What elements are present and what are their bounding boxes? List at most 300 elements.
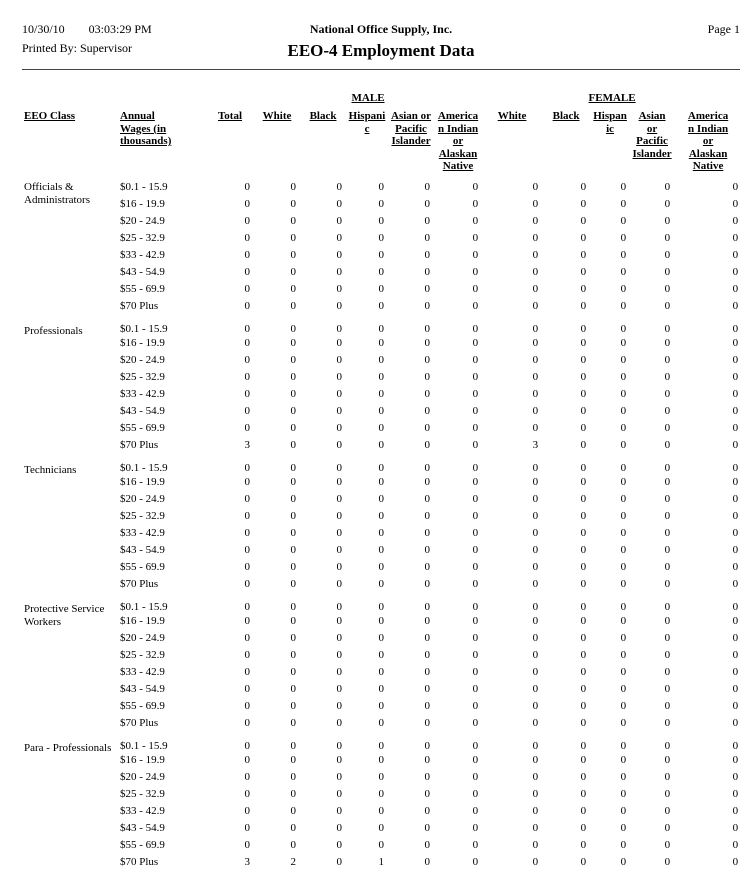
value-cell: 0 bbox=[664, 805, 671, 817]
value-cell: 0 bbox=[580, 822, 587, 834]
wage-band-cell: $20 - 24.9 bbox=[120, 771, 165, 783]
value-cell: 0 bbox=[620, 232, 627, 244]
value-cell: 0 bbox=[424, 754, 431, 766]
value-cell: 0 bbox=[620, 544, 627, 556]
value-cell: 0 bbox=[620, 493, 627, 505]
col-female-american-indian-alaskan: American Indian or Alaskan Native bbox=[687, 110, 729, 172]
value-cell: 0 bbox=[424, 215, 431, 227]
table-row bbox=[22, 559, 742, 576]
value-cell: 0 bbox=[664, 683, 671, 695]
value-cell: 0 bbox=[580, 181, 587, 193]
value-cell: 0 bbox=[532, 717, 539, 729]
value-cell: 0 bbox=[532, 739, 539, 752]
value-cell: 0 bbox=[244, 354, 251, 366]
value-cell: 0 bbox=[244, 700, 251, 712]
value-cell: 0 bbox=[472, 198, 479, 210]
value-cell: 0 bbox=[378, 578, 385, 590]
wage-band-cell: $55 - 69.9 bbox=[120, 283, 165, 295]
value-cell: 0 bbox=[732, 337, 739, 349]
value-cell: 0 bbox=[472, 822, 479, 834]
value-cell: 0 bbox=[336, 771, 343, 783]
value-cell: 0 bbox=[472, 632, 479, 644]
value-cell: 0 bbox=[620, 700, 627, 712]
value-cell: 0 bbox=[580, 754, 587, 766]
value-cell: 0 bbox=[472, 354, 479, 366]
value-cell: 0 bbox=[378, 771, 385, 783]
table-row bbox=[22, 786, 742, 803]
value-cell: 0 bbox=[290, 493, 297, 505]
value-cell: 0 bbox=[620, 322, 627, 335]
value-cell: 0 bbox=[532, 805, 539, 817]
table-row bbox=[22, 474, 742, 491]
value-cell: 0 bbox=[244, 805, 251, 817]
value-cell: 0 bbox=[424, 856, 431, 868]
value-cell: 0 bbox=[580, 422, 587, 434]
value-cell: 0 bbox=[472, 337, 479, 349]
value-cell: 0 bbox=[336, 527, 343, 539]
gender-header-row bbox=[22, 92, 742, 110]
value-cell: 0 bbox=[378, 805, 385, 817]
value-cell: 0 bbox=[336, 544, 343, 556]
value-cell: 0 bbox=[472, 527, 479, 539]
female-group-header: FEMALE bbox=[588, 92, 636, 104]
value-cell: 0 bbox=[580, 839, 587, 851]
value-cell: 0 bbox=[378, 666, 385, 678]
value-cell: 0 bbox=[532, 322, 539, 335]
value-cell: 0 bbox=[472, 839, 479, 851]
value-cell: 0 bbox=[664, 822, 671, 834]
value-cell: 0 bbox=[580, 632, 587, 644]
value-cell: 0 bbox=[244, 249, 251, 261]
value-cell: 0 bbox=[664, 771, 671, 783]
value-cell: 0 bbox=[244, 527, 251, 539]
wage-band-cell: $0.1 - 15.9 bbox=[120, 600, 168, 613]
value-cell: 0 bbox=[532, 527, 539, 539]
value-cell: 0 bbox=[664, 354, 671, 366]
value-cell: 0 bbox=[290, 822, 297, 834]
value-cell: 0 bbox=[580, 717, 587, 729]
table-row bbox=[22, 769, 742, 786]
value-cell: 0 bbox=[620, 683, 627, 695]
value-cell: 0 bbox=[336, 666, 343, 678]
value-cell: 0 bbox=[732, 476, 739, 488]
value-cell: 0 bbox=[424, 422, 431, 434]
table-row bbox=[22, 576, 742, 593]
value-cell: 0 bbox=[664, 322, 671, 335]
value-cell: 0 bbox=[664, 300, 671, 312]
print-date: 10/30/10 bbox=[22, 22, 65, 36]
value-cell: 0 bbox=[732, 771, 739, 783]
value-cell: 0 bbox=[664, 510, 671, 522]
col-annual-wages: Annual Wages (in thousands) bbox=[120, 110, 172, 147]
value-cell: 0 bbox=[424, 700, 431, 712]
table-row bbox=[22, 179, 742, 196]
value-cell: 0 bbox=[532, 666, 539, 678]
value-cell: 0 bbox=[664, 249, 671, 261]
value-cell: 0 bbox=[424, 578, 431, 590]
value-cell: 0 bbox=[532, 544, 539, 556]
value-cell: 0 bbox=[424, 300, 431, 312]
value-cell: 0 bbox=[472, 249, 479, 261]
value-cell: 3 bbox=[244, 856, 251, 868]
table-row bbox=[22, 508, 742, 525]
value-cell: 0 bbox=[424, 739, 431, 752]
value-cell: 0 bbox=[620, 771, 627, 783]
value-cell: 0 bbox=[244, 544, 251, 556]
value-cell: 0 bbox=[336, 805, 343, 817]
col-male-american-indian-alaskan: American Indian or Alaskan Native bbox=[437, 110, 479, 172]
value-cell: 0 bbox=[580, 283, 587, 295]
value-cell: 0 bbox=[290, 527, 297, 539]
value-cell: 0 bbox=[580, 215, 587, 227]
value-cell: 0 bbox=[336, 493, 343, 505]
value-cell: 0 bbox=[472, 461, 479, 474]
value-cell: 0 bbox=[732, 371, 739, 383]
value-cell: 0 bbox=[472, 561, 479, 573]
value-cell: 0 bbox=[472, 493, 479, 505]
eeo-class-cell: Technicians bbox=[24, 463, 77, 476]
value-cell: 0 bbox=[244, 739, 251, 752]
value-cell: 0 bbox=[580, 527, 587, 539]
table-row bbox=[22, 820, 742, 837]
value-cell: 0 bbox=[664, 561, 671, 573]
value-cell: 0 bbox=[424, 371, 431, 383]
value-cell: 0 bbox=[732, 600, 739, 613]
value-cell: 0 bbox=[580, 666, 587, 678]
value-cell: 0 bbox=[378, 739, 385, 752]
value-cell: 0 bbox=[472, 700, 479, 712]
col-female-asian-pacific-islander: Asian or Pacific Islander bbox=[632, 110, 672, 160]
value-cell: 0 bbox=[664, 266, 671, 278]
value-cell: 0 bbox=[472, 510, 479, 522]
value-cell: 0 bbox=[472, 232, 479, 244]
value-cell: 0 bbox=[732, 683, 739, 695]
value-cell: 0 bbox=[732, 561, 739, 573]
value-cell: 0 bbox=[664, 232, 671, 244]
col-female-hispanic: Hispanic bbox=[593, 110, 627, 135]
value-cell: 0 bbox=[732, 527, 739, 539]
value-cell: 0 bbox=[620, 739, 627, 752]
col-male-white: White bbox=[262, 110, 292, 122]
value-cell: 0 bbox=[532, 578, 539, 590]
value-cell: 0 bbox=[664, 754, 671, 766]
value-cell: 0 bbox=[378, 683, 385, 695]
value-cell: 0 bbox=[290, 805, 297, 817]
value-cell: 0 bbox=[244, 754, 251, 766]
col-total: Total bbox=[217, 110, 243, 122]
value-cell: 0 bbox=[620, 337, 627, 349]
table-row bbox=[22, 403, 742, 420]
value-cell: 0 bbox=[620, 666, 627, 678]
value-cell: 0 bbox=[378, 266, 385, 278]
value-cell: 0 bbox=[620, 578, 627, 590]
value-cell: 0 bbox=[732, 388, 739, 400]
col-male-asian-pacific-islander: Asian or Pacific Islander bbox=[391, 110, 432, 147]
value-cell: 0 bbox=[532, 249, 539, 261]
value-cell: 0 bbox=[580, 300, 587, 312]
value-cell: 0 bbox=[378, 232, 385, 244]
value-cell: 0 bbox=[424, 510, 431, 522]
table-row bbox=[22, 752, 742, 769]
value-cell: 0 bbox=[336, 181, 343, 193]
table-row bbox=[22, 454, 742, 474]
value-cell: 0 bbox=[244, 578, 251, 590]
value-cell: 0 bbox=[732, 300, 739, 312]
value-cell: 0 bbox=[532, 337, 539, 349]
value-cell: 0 bbox=[620, 615, 627, 627]
value-cell: 0 bbox=[580, 788, 587, 800]
table-row bbox=[22, 315, 742, 335]
value-cell: 0 bbox=[580, 683, 587, 695]
value-cell: 0 bbox=[378, 561, 385, 573]
value-cell: 0 bbox=[378, 300, 385, 312]
value-cell: 0 bbox=[244, 388, 251, 400]
value-cell: 0 bbox=[732, 198, 739, 210]
table-row bbox=[22, 386, 742, 403]
value-cell: 0 bbox=[336, 632, 343, 644]
value-cell: 0 bbox=[336, 198, 343, 210]
value-cell: 0 bbox=[290, 422, 297, 434]
value-cell: 0 bbox=[732, 717, 739, 729]
value-cell: 0 bbox=[336, 215, 343, 227]
value-cell: 0 bbox=[336, 600, 343, 613]
value-cell: 0 bbox=[580, 354, 587, 366]
value-cell: 0 bbox=[664, 578, 671, 590]
value-cell: 0 bbox=[620, 754, 627, 766]
table-row bbox=[22, 420, 742, 437]
value-cell: 0 bbox=[472, 666, 479, 678]
value-cell: 0 bbox=[620, 249, 627, 261]
value-cell: 0 bbox=[532, 232, 539, 244]
value-cell: 0 bbox=[580, 805, 587, 817]
value-cell: 0 bbox=[244, 600, 251, 613]
value-cell: 0 bbox=[336, 337, 343, 349]
male-group-header: MALE bbox=[351, 92, 385, 104]
wage-band-cell: $43 - 54.9 bbox=[120, 266, 165, 278]
wage-band-cell: $20 - 24.9 bbox=[120, 493, 165, 505]
value-cell: 0 bbox=[336, 476, 343, 488]
value-cell: 0 bbox=[732, 649, 739, 661]
value-cell: 0 bbox=[378, 649, 385, 661]
value-cell: 0 bbox=[336, 856, 343, 868]
value-cell: 0 bbox=[580, 405, 587, 417]
value-cell: 0 bbox=[424, 461, 431, 474]
value-cell: 0 bbox=[580, 266, 587, 278]
eeo-class-cell: Protective Service Workers bbox=[24, 602, 105, 628]
value-cell: 0 bbox=[424, 181, 431, 193]
wage-band-cell: $33 - 42.9 bbox=[120, 249, 165, 261]
eeo-class-cell: Para - Professionals bbox=[24, 741, 112, 754]
value-cell: 0 bbox=[378, 717, 385, 729]
value-cell: 0 bbox=[732, 839, 739, 851]
value-cell: 0 bbox=[244, 493, 251, 505]
value-cell: 0 bbox=[424, 476, 431, 488]
value-cell: 0 bbox=[472, 405, 479, 417]
value-cell: 0 bbox=[290, 600, 297, 613]
value-cell: 0 bbox=[290, 388, 297, 400]
value-cell: 0 bbox=[244, 717, 251, 729]
value-cell: 0 bbox=[336, 422, 343, 434]
value-cell: 0 bbox=[580, 371, 587, 383]
value-cell: 0 bbox=[664, 717, 671, 729]
table-row bbox=[22, 664, 742, 681]
value-cell: 0 bbox=[620, 439, 627, 451]
col-female-white: White bbox=[497, 110, 527, 122]
value-cell: 0 bbox=[244, 405, 251, 417]
value-cell: 0 bbox=[620, 600, 627, 613]
value-cell: 0 bbox=[620, 405, 627, 417]
value-cell: 0 bbox=[664, 181, 671, 193]
value-cell: 0 bbox=[664, 615, 671, 627]
company-name: National Office Supply, Inc. bbox=[309, 22, 453, 36]
value-cell: 3 bbox=[244, 439, 251, 451]
value-cell: 0 bbox=[732, 578, 739, 590]
eeo4-table bbox=[22, 92, 742, 871]
value-cell: 0 bbox=[580, 388, 587, 400]
value-cell: 0 bbox=[290, 683, 297, 695]
value-cell: 0 bbox=[290, 739, 297, 752]
value-cell: 0 bbox=[664, 388, 671, 400]
value-cell: 0 bbox=[472, 422, 479, 434]
value-cell: 0 bbox=[580, 615, 587, 627]
wage-band-cell: $55 - 69.9 bbox=[120, 839, 165, 851]
value-cell: 0 bbox=[244, 683, 251, 695]
wage-band-cell: $33 - 42.9 bbox=[120, 388, 165, 400]
value-cell: 0 bbox=[244, 232, 251, 244]
value-cell: 0 bbox=[472, 717, 479, 729]
table-row bbox=[22, 681, 742, 698]
wage-band-cell: $16 - 19.9 bbox=[120, 615, 165, 627]
value-cell: 0 bbox=[472, 439, 479, 451]
value-cell: 0 bbox=[472, 600, 479, 613]
value-cell: 0 bbox=[664, 337, 671, 349]
col-male-black: Black bbox=[309, 110, 337, 122]
wage-band-cell: $43 - 54.9 bbox=[120, 544, 165, 556]
value-cell: 0 bbox=[290, 632, 297, 644]
value-cell: 0 bbox=[580, 493, 587, 505]
value-cell: 0 bbox=[244, 666, 251, 678]
value-cell: 3 bbox=[532, 439, 539, 451]
value-cell: 0 bbox=[664, 739, 671, 752]
value-cell: 0 bbox=[532, 461, 539, 474]
value-cell: 0 bbox=[580, 337, 587, 349]
wage-band-cell: $25 - 32.9 bbox=[120, 788, 165, 800]
value-cell: 0 bbox=[424, 337, 431, 349]
value-cell: 0 bbox=[244, 337, 251, 349]
value-cell: 0 bbox=[336, 232, 343, 244]
value-cell: 0 bbox=[620, 422, 627, 434]
value-cell: 0 bbox=[244, 615, 251, 627]
value-cell: 0 bbox=[424, 322, 431, 335]
value-cell: 0 bbox=[472, 615, 479, 627]
value-cell: 0 bbox=[378, 510, 385, 522]
value-cell: 0 bbox=[244, 461, 251, 474]
value-cell: 0 bbox=[378, 476, 385, 488]
wage-band-cell: $16 - 19.9 bbox=[120, 198, 165, 210]
value-cell: 0 bbox=[532, 839, 539, 851]
value-cell: 0 bbox=[290, 232, 297, 244]
value-cell: 0 bbox=[472, 371, 479, 383]
value-cell: 0 bbox=[336, 717, 343, 729]
value-cell: 0 bbox=[620, 649, 627, 661]
value-cell: 0 bbox=[290, 266, 297, 278]
value-cell: 0 bbox=[664, 439, 671, 451]
table-row bbox=[22, 196, 742, 213]
page-number: Page 1 bbox=[707, 22, 740, 36]
value-cell: 0 bbox=[290, 249, 297, 261]
value-cell: 0 bbox=[424, 439, 431, 451]
value-cell: 0 bbox=[424, 632, 431, 644]
value-cell: 0 bbox=[620, 561, 627, 573]
value-cell: 0 bbox=[472, 856, 479, 868]
value-cell: 0 bbox=[580, 600, 587, 613]
value-cell: 0 bbox=[532, 649, 539, 661]
value-cell: 0 bbox=[424, 354, 431, 366]
table-row bbox=[22, 715, 742, 732]
value-cell: 0 bbox=[532, 181, 539, 193]
table-row bbox=[22, 352, 742, 369]
value-cell: 0 bbox=[424, 388, 431, 400]
value-cell: 0 bbox=[244, 822, 251, 834]
value-cell: 0 bbox=[378, 422, 385, 434]
value-cell: 0 bbox=[732, 266, 739, 278]
wage-band-cell: $33 - 42.9 bbox=[120, 527, 165, 539]
wage-band-cell: $70 Plus bbox=[120, 717, 159, 729]
value-cell: 0 bbox=[532, 683, 539, 695]
value-cell: 0 bbox=[620, 371, 627, 383]
value-cell: 0 bbox=[532, 856, 539, 868]
value-cell: 0 bbox=[336, 561, 343, 573]
wage-band-cell: $16 - 19.9 bbox=[120, 476, 165, 488]
print-time: 03:03:29 PM bbox=[88, 22, 152, 36]
table-row bbox=[22, 298, 742, 315]
table-row bbox=[22, 335, 742, 352]
value-cell: 0 bbox=[244, 771, 251, 783]
value-cell: 0 bbox=[620, 805, 627, 817]
eeo-class-cell: Officials & Administrators bbox=[24, 180, 90, 206]
value-cell: 0 bbox=[290, 439, 297, 451]
value-cell: 0 bbox=[732, 215, 739, 227]
table-row bbox=[22, 247, 742, 264]
value-cell: 1 bbox=[378, 856, 385, 868]
value-cell: 0 bbox=[472, 754, 479, 766]
value-cell: 0 bbox=[336, 649, 343, 661]
value-cell: 0 bbox=[424, 527, 431, 539]
table-row bbox=[22, 732, 742, 752]
value-cell: 0 bbox=[378, 527, 385, 539]
value-cell: 0 bbox=[732, 493, 739, 505]
value-cell: 0 bbox=[378, 544, 385, 556]
printed-by: Printed By: Supervisor bbox=[22, 41, 132, 55]
value-cell: 0 bbox=[620, 181, 627, 193]
value-cell: 0 bbox=[472, 476, 479, 488]
value-cell: 0 bbox=[732, 181, 739, 193]
value-cell: 0 bbox=[336, 839, 343, 851]
value-cell: 0 bbox=[424, 561, 431, 573]
value-cell: 0 bbox=[532, 388, 539, 400]
table-row bbox=[22, 647, 742, 664]
value-cell: 0 bbox=[580, 544, 587, 556]
table-row bbox=[22, 369, 742, 386]
value-cell: 0 bbox=[378, 439, 385, 451]
value-cell: 0 bbox=[290, 666, 297, 678]
value-cell: 0 bbox=[244, 422, 251, 434]
value-cell: 0 bbox=[424, 822, 431, 834]
wage-band-cell: $70 Plus bbox=[120, 439, 159, 451]
value-cell: 0 bbox=[378, 371, 385, 383]
value-cell: 0 bbox=[620, 527, 627, 539]
wage-band-cell: $43 - 54.9 bbox=[120, 683, 165, 695]
